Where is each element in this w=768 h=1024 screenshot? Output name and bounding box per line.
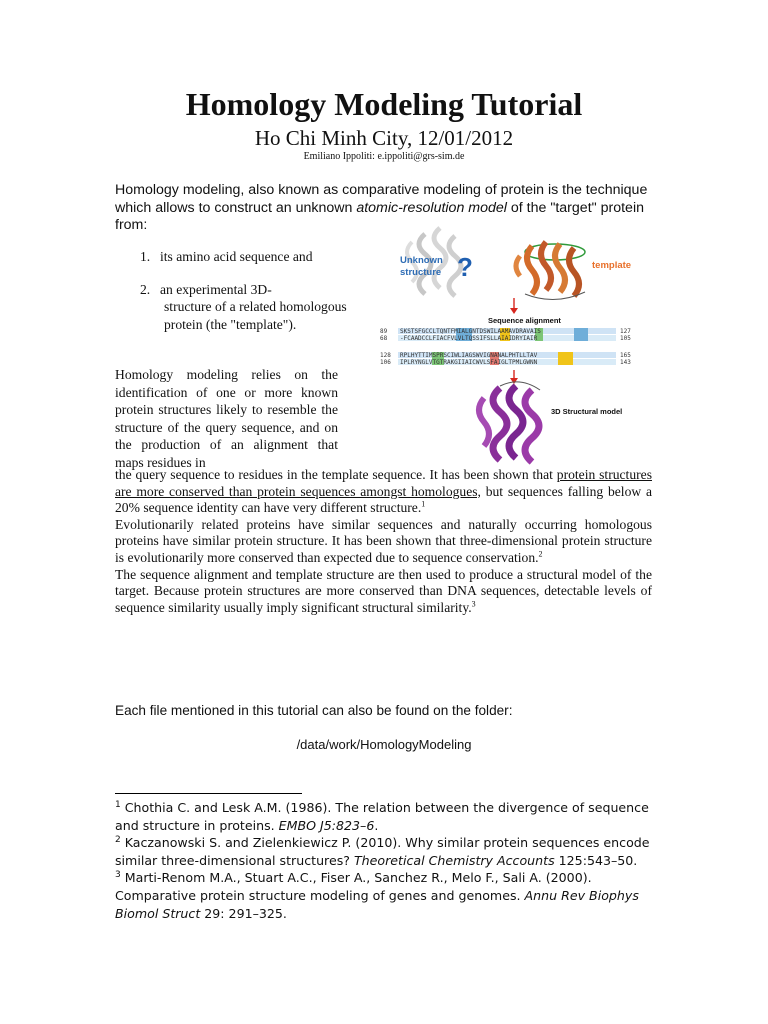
template-label: template <box>592 260 632 271</box>
body-text <box>115 467 652 616</box>
list-item-continuation: structure of a related homologous protein (the "template"). <box>164 299 347 332</box>
footnote-number: 1 <box>115 799 121 810</box>
sequence-alignment <box>380 328 631 366</box>
paragraph-wrapped: Homology modeling relies on the identification of one or more known protein structures likely to resemble the structure of the query sequence, and on the production of an alignment that maps residues in <box>115 367 338 470</box>
seq-end: 105 <box>620 335 631 342</box>
seq-row: IPLRYNGLVTGTRAKGIIAICWVLSFAIGLTPMLGWNN <box>400 359 538 366</box>
footnote-text-end: 29: 291–325. <box>200 905 287 921</box>
seq-end: 127 <box>620 328 631 335</box>
alignment-label: Sequence alignment <box>488 316 561 325</box>
arrow-down-icon <box>510 298 518 314</box>
footnote-text: Chothia C. and Lesk A.M. (1986). The relation between the divergence of sequence and structure in proteins. <box>115 800 649 833</box>
footnote-text: Kaczanowski S. and Zielenkiewicz P. (2010). Why similar protein sequences encode similar three-dimensional structures? <box>115 835 650 868</box>
list-item-number: 2. <box>140 281 151 297</box>
paragraph-3 <box>115 567 652 617</box>
underlined-statement: protein structures are more conserved than protein sequences amongst homologues, <box>115 467 652 499</box>
paragraph-1 <box>115 467 652 517</box>
author-line: Emiliano Ippoliti: e.ippoliti@grs-sim.de <box>303 151 465 162</box>
paragraph-2-text: Evolutionarily related proteins have similar sequences and naturally occurring homologous proteins have similar protein structure. It has been shown that three-dimensional protein structure is evolutionarily more conserved than expected due to sequence conservation. <box>115 516 652 565</box>
footnote-text-end: 125:543–50. <box>554 852 638 868</box>
seq-row: RPLHYTTIMSPRSCIWLIAGSWVIGNANALPHTLLTAV <box>400 352 538 359</box>
footnote-journal: EMBO J5:823–6 <box>278 817 375 833</box>
intro-text-end: of the "target" protein from: <box>115 199 644 233</box>
paragraph-3-text: The sequence alignment and template structure are then used to produce a structural model of the target. Because protein structures are more conserved than DNA sequences, detectable levels of sequence similarity usually imply significant structural similarity. <box>115 566 652 615</box>
list-item-number: 1. <box>140 249 151 264</box>
list-item-text: an experimental 3D- <box>160 281 272 297</box>
footnote-divider <box>115 793 302 794</box>
footnote-ref[interactable]: 3 <box>471 599 476 609</box>
seq-start: 68 <box>380 335 388 342</box>
model-label: 3D Structural model <box>551 407 623 416</box>
folder-path: /data/work/HomologyModeling <box>296 737 472 752</box>
list-item <box>140 281 360 334</box>
list-item <box>140 248 360 266</box>
paragraph-2 <box>115 517 652 567</box>
footnote-3 <box>115 869 655 922</box>
intro-italic: atomic-resolution model <box>356 199 507 216</box>
question-mark-icon: ? <box>457 252 473 282</box>
footnote-number: 3 <box>115 870 121 881</box>
paragraph-1-text-end: but sequences falling below a 20% sequence identity can have very different structure. <box>115 483 652 516</box>
input-list <box>140 248 360 348</box>
footnote-ref[interactable]: 1 <box>421 499 426 509</box>
document-subtitle: Ho Chi Minh City, 12/01/2012 <box>254 126 514 150</box>
footnote-2 <box>115 834 655 869</box>
intro-text: Homology modeling, also known as comparative modeling of protein is the technique which allows to construct an unknown <box>115 182 648 216</box>
footnote-ref[interactable]: 2 <box>538 549 543 559</box>
document-title: Homology Modeling Tutorial <box>185 86 583 122</box>
footnotes <box>115 799 655 922</box>
footnote-journal: Annu Rev Biophys Biomol Struct <box>115 887 639 921</box>
footnote-text: Marti-Renom M.A., Stuart A.C., Fiser A., Sanchez R., Melo F., Sali A. (2000). Comparative protein structure modeling of genes and genomes. <box>115 870 592 903</box>
footnote-journal: Theoretical Chemistry Accounts <box>353 852 555 868</box>
template-structure-illustration <box>516 242 585 300</box>
footnote-number: 2 <box>115 835 121 845</box>
seq-start: 106 <box>380 359 391 366</box>
seq-end: 165 <box>620 352 631 359</box>
paragraph-1-text: the query sequence to residues in the template sequence. It has been shown that <box>115 467 557 482</box>
structural-model-illustration <box>479 382 540 462</box>
seq-row: -FCAADCCLFIACFVLVLTQSSIFSLLAIAIDRYIAIR <box>400 335 538 342</box>
seq-row: SKSTSFGCCLTQNTFMIALGNTDSWILAAMAVDRAVAIS <box>400 328 541 335</box>
unknown-label-line2: structure <box>400 267 442 278</box>
folder-sentence: Each file mentioned in this tutorial can also be found on the folder: <box>115 703 513 718</box>
homology-workflow-figure <box>360 216 655 466</box>
footnote-1 <box>115 799 655 834</box>
seq-start: 128 <box>380 352 391 359</box>
unknown-label-line1: Unknown <box>400 255 443 266</box>
seq-start: 89 <box>380 328 388 335</box>
footnote-text-end: . <box>374 817 379 833</box>
list-item-text: its amino acid sequence and <box>160 249 313 264</box>
seq-end: 143 <box>620 359 631 366</box>
